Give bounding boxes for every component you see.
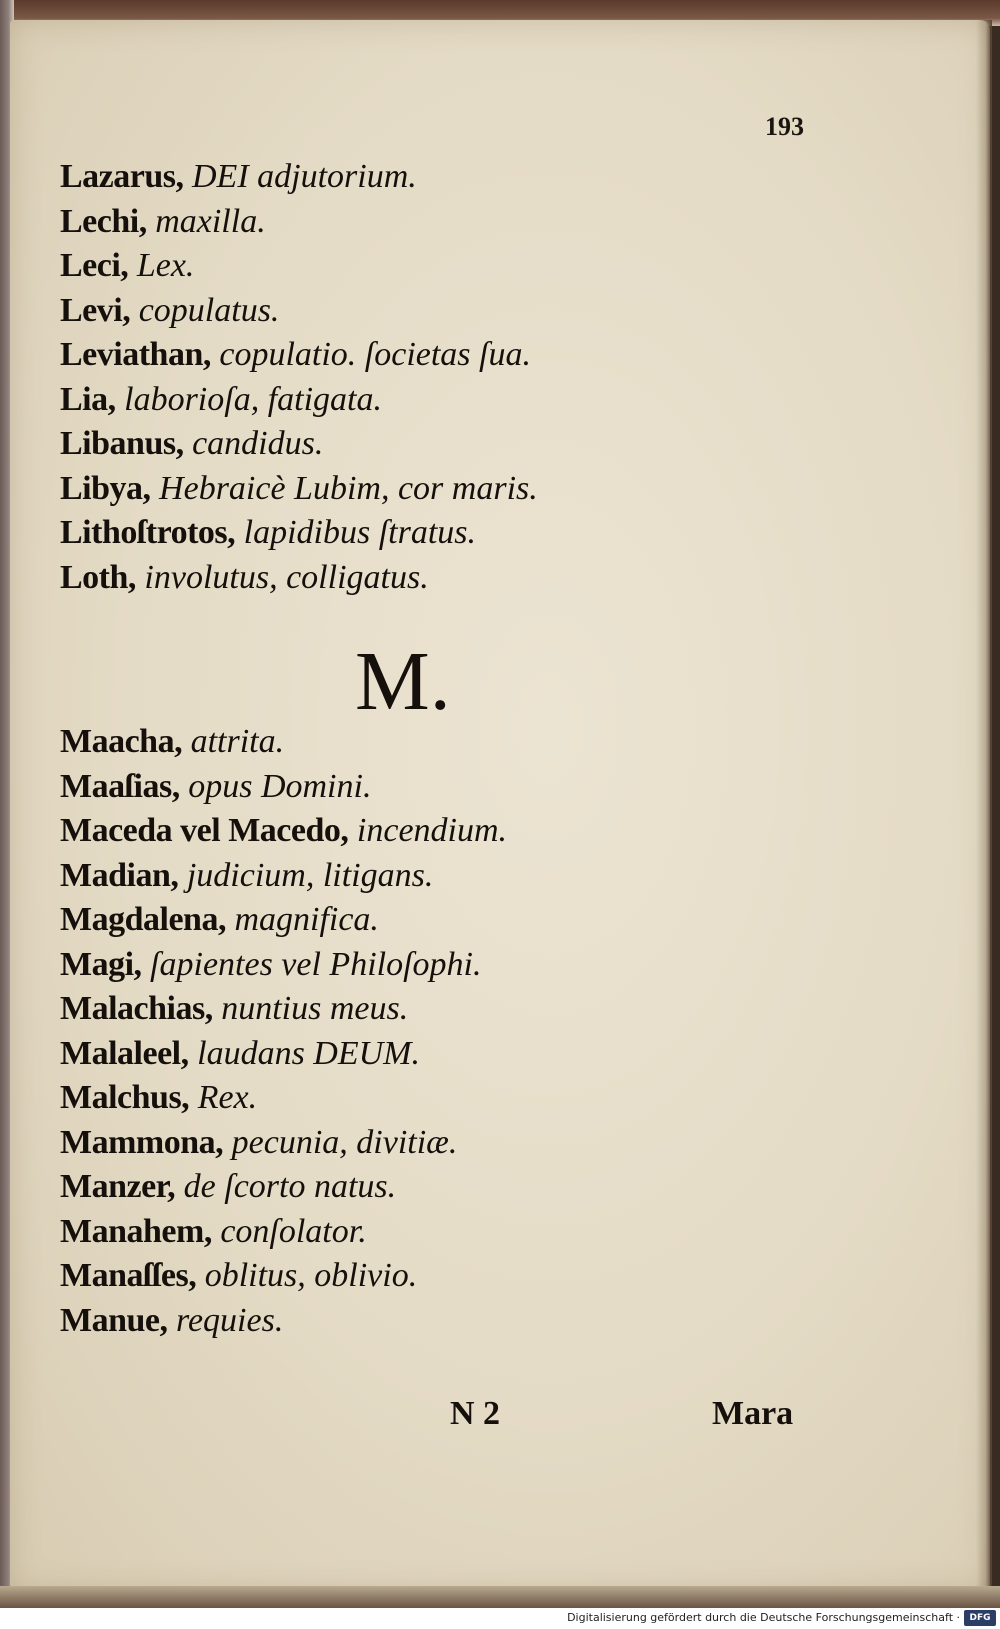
entry-definition: candidus. — [183, 425, 324, 462]
book-bottom-edge — [0, 1586, 1000, 1608]
dictionary-entry — [60, 556, 760, 601]
dictionary-entry — [60, 1299, 760, 1344]
dictionary-entry — [60, 467, 760, 512]
entry-headword: Manzer, — [60, 1168, 176, 1205]
entry-definition: requies. — [167, 1301, 284, 1339]
entry-definition: involutus, colligatus. — [135, 558, 429, 596]
entry-definition: attrita. — [182, 723, 285, 760]
dictionary-entry — [60, 1121, 760, 1166]
page-number: 193 — [765, 112, 804, 141]
dictionary-entry — [60, 378, 760, 423]
entry-definition: magnifica. — [225, 901, 379, 938]
entry-headword: Manaſſes, — [60, 1257, 197, 1294]
entry-definition: Rex. — [189, 1079, 258, 1116]
dictionary-entry — [60, 987, 760, 1032]
dictionary-entry — [60, 809, 760, 854]
signature-mark: N 2 — [450, 1395, 501, 1432]
dictionary-entry — [60, 289, 760, 334]
dictionary-entry — [60, 854, 760, 899]
dictionary-entry — [60, 765, 760, 810]
entry-definition: Lex. — [128, 247, 195, 284]
entry-definition: laborioſa, fatigata. — [115, 380, 382, 418]
dictionary-entry — [60, 943, 760, 988]
entry-definition: ſapientes vel Philoſophi. — [141, 945, 482, 983]
entry-definition: laudans DEUM. — [188, 1034, 421, 1072]
entry-headword: Lia, — [60, 380, 116, 418]
entry-definition: oblitus, oblivio. — [196, 1257, 418, 1294]
entry-headword: Malaleel, — [60, 1034, 189, 1072]
entry-headword: Maaſias, — [60, 767, 180, 805]
entry-headword: Malchus, — [60, 1079, 190, 1116]
entry-headword: Libanus, — [60, 425, 184, 462]
entry-headword: Lechi, — [60, 202, 147, 240]
entry-headword: Loth, — [60, 558, 136, 596]
entry-definition: judicium, litigans. — [178, 856, 434, 894]
entry-definition: Hebraicè Lubim, cor maris. — [150, 469, 538, 507]
entry-definition: conſolator. — [211, 1212, 367, 1250]
entry-headword: Maacha, — [60, 723, 183, 760]
entry-headword: Mammona, — [60, 1123, 224, 1161]
entry-definition: nuntius meus. — [212, 990, 409, 1027]
entries-m-section — [60, 720, 760, 1343]
dictionary-entry — [60, 422, 760, 467]
dictionary-entry — [60, 898, 760, 943]
entry-headword: Magdalena, — [60, 901, 226, 938]
dictionary-entry — [60, 1032, 760, 1077]
dictionary-entry — [60, 333, 760, 378]
entry-headword: Lazarus, — [60, 158, 184, 195]
entries-l-section — [60, 155, 760, 600]
page-fore-edge — [976, 20, 992, 1592]
dictionary-entry — [60, 511, 760, 556]
entry-definition: maxilla. — [146, 202, 266, 240]
entry-headword: Magi, — [60, 945, 142, 983]
dictionary-entry — [60, 1165, 760, 1210]
catchword: Mara — [712, 1395, 794, 1432]
dictionary-entry — [60, 1254, 760, 1299]
entry-definition: copulatio. ſocietas ſua. — [210, 336, 531, 373]
dictionary-entry — [60, 155, 760, 200]
entry-definition: DEI adjutorium. — [183, 158, 417, 195]
dictionary-entry — [60, 244, 760, 289]
dictionary-entry — [60, 1210, 760, 1255]
entry-headword: Libya, — [60, 469, 151, 507]
entry-headword: Maceda vel Macedo, — [60, 812, 349, 849]
entry-definition: copulatus. — [130, 291, 280, 329]
entry-definition: pecunia, divitiæ. — [223, 1123, 458, 1161]
entry-definition: incendium. — [348, 812, 508, 849]
entry-headword: Levi, — [60, 291, 131, 329]
entry-definition: de ſcorto natus. — [175, 1168, 397, 1205]
entry-headword: Manue, — [60, 1301, 168, 1339]
section-letter: M. — [355, 635, 451, 728]
dictionary-entry — [60, 200, 760, 245]
entry-headword: Leci, — [60, 247, 129, 284]
entry-headword: Manahem, — [60, 1212, 212, 1250]
entry-headword: Leviathan, — [60, 336, 211, 373]
dfg-logo: DFG — [964, 1610, 996, 1626]
dictionary-entry — [60, 1076, 760, 1121]
dictionary-entry — [60, 720, 760, 765]
entry-headword: Malachias, — [60, 990, 213, 1027]
entry-definition: opus Domini. — [179, 767, 372, 805]
entry-headword: Madian, — [60, 856, 179, 894]
entry-definition: lapidibus ſtratus. — [235, 514, 477, 551]
entry-headword: Lithoſtrotos, — [60, 514, 236, 551]
footer-credit: Digitalisierung gefördert durch die Deutsche Forschungsgemeinschaft · — [567, 1611, 960, 1624]
